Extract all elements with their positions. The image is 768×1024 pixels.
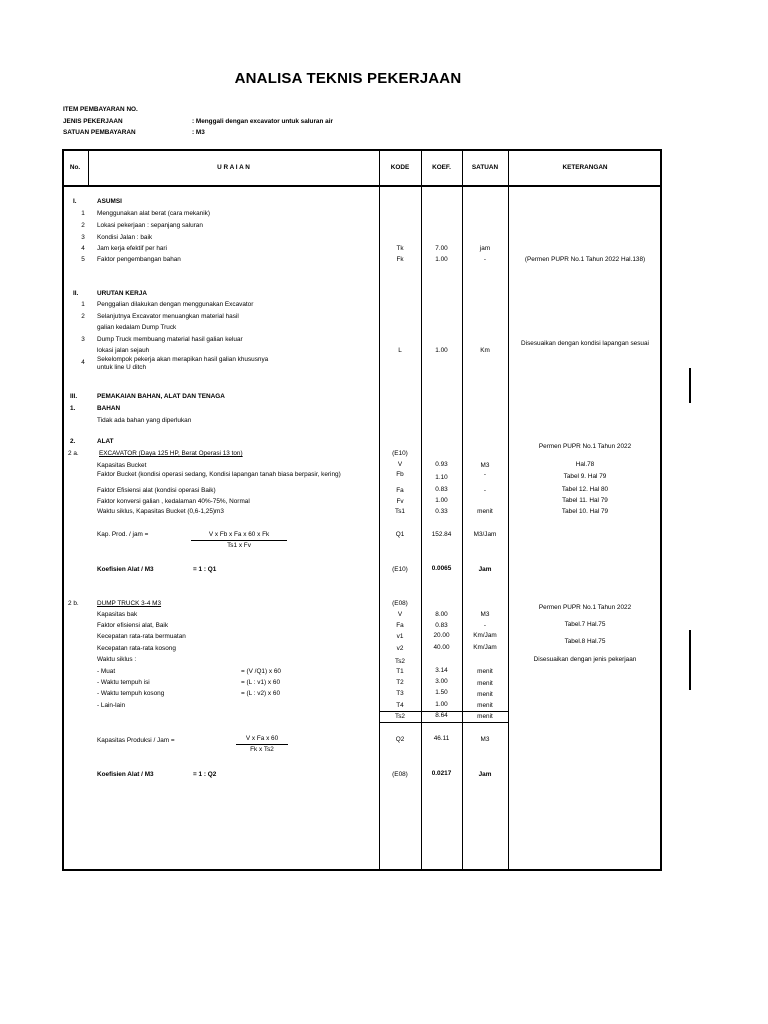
section-number: II. bbox=[73, 290, 79, 297]
production-label: Kapasitas Produksi / Jam = bbox=[97, 737, 175, 744]
satuan-cell: jam bbox=[479, 245, 491, 252]
fraction-bar bbox=[191, 540, 287, 541]
item-text: Faktor konversi galian , kedalaman 40%-75%, Normal bbox=[97, 498, 250, 505]
satuan-cell: Jam bbox=[478, 771, 492, 778]
item-text: lokasi jalan sejauh bbox=[97, 347, 150, 354]
keterangan-cell: Tabel.7 Hal.75 bbox=[564, 621, 606, 628]
item-text: - Muat bbox=[97, 668, 116, 675]
satuan-cell: M3/Jam bbox=[473, 531, 497, 538]
subsection-heading: ALAT bbox=[97, 438, 114, 445]
production-label: Kap. Prod. / jam = bbox=[97, 531, 149, 538]
kode-cell: Fk bbox=[396, 256, 404, 263]
kode-cell: (E10) bbox=[392, 566, 408, 573]
keterangan-cell: Permen PUPR No.1 Tahun 2022 bbox=[538, 604, 632, 611]
kode-cell: Fv bbox=[396, 498, 404, 505]
satuan-cell: menit bbox=[477, 680, 493, 687]
keterangan-cell: Tabel 9. Hal 79 bbox=[563, 473, 607, 480]
koef-cell: 20.00 bbox=[433, 632, 450, 639]
margin-mark bbox=[689, 630, 691, 690]
production-denominator: Fk x Ts2 bbox=[250, 746, 274, 753]
koef-cell: 8.64 bbox=[435, 712, 448, 719]
koef-cell: 1.00 bbox=[435, 347, 448, 354]
satuan-pembayaran-value: : M3 bbox=[192, 129, 205, 136]
koef-cell: 3.14 bbox=[435, 667, 448, 674]
kode-cell: Fa bbox=[396, 487, 404, 494]
koef-cell: 0.83 bbox=[435, 622, 448, 629]
item-text: Selanjutnya Excavator menuangkan material hasil bbox=[97, 313, 239, 320]
satuan-cell: menit bbox=[477, 691, 493, 698]
coefficient-label: Koefisien Alat / M3 bbox=[97, 771, 154, 778]
keterangan-cell: Hal.78 bbox=[575, 461, 595, 468]
subsection-heading: BAHAN bbox=[97, 405, 121, 412]
koef-cell: 152.84 bbox=[431, 531, 452, 538]
satuan-cell: Km/Jam bbox=[473, 644, 497, 651]
satuan-cell: M3 bbox=[480, 462, 490, 469]
dumptruck-heading: DUMP TRUCK 3-4 M3 bbox=[97, 600, 162, 607]
kode-cell: Ts2 bbox=[395, 658, 405, 665]
section-number: I. bbox=[73, 198, 77, 205]
item-number: 4 bbox=[81, 359, 85, 366]
kode-cell: v2 bbox=[396, 645, 404, 652]
subsection-number: 2. bbox=[70, 438, 76, 445]
koef-cell: 1.10 bbox=[435, 474, 448, 481]
section-heading: PEMAKAIAN BAHAN, ALAT DAN TENAGA bbox=[97, 393, 225, 400]
keterangan-cell: Permen PUPR No.1 Tahun 2022 bbox=[538, 443, 632, 450]
item-number: 2 bbox=[81, 313, 85, 320]
item-number: 2 a. bbox=[68, 450, 79, 457]
kode-cell: (E08) bbox=[392, 600, 408, 607]
koef-cell: 1.50 bbox=[435, 689, 448, 696]
item-text: Faktor efisiensi alat, Baik bbox=[97, 622, 169, 629]
item-text: Faktor pengembangan bahan bbox=[97, 256, 181, 263]
kode-cell: V bbox=[397, 461, 403, 468]
koef-cell: 7.00 bbox=[435, 245, 448, 252]
keterangan-cell: Tabel.8 Hal.75 bbox=[564, 638, 606, 645]
item-text: Kecepatan rata-rata kosong bbox=[97, 645, 176, 652]
item-text: - Waktu tempuh isi bbox=[97, 679, 150, 686]
col-header-uraian: U R A I A N bbox=[217, 164, 250, 171]
kode-cell: T3 bbox=[396, 690, 404, 697]
koef-cell: 0.93 bbox=[435, 461, 448, 468]
col-header-no: No. bbox=[69, 164, 81, 171]
koef-cell: 1.00 bbox=[435, 701, 448, 708]
kode-cell: v1 bbox=[396, 633, 404, 640]
production-denominator: Ts1 x Fv bbox=[227, 542, 251, 549]
item-text: - Waktu tempuh kosong bbox=[97, 690, 165, 697]
kode-cell: Ts2 bbox=[395, 713, 405, 720]
item-number: 4 bbox=[81, 245, 85, 252]
kode-cell: Q1 bbox=[395, 531, 405, 538]
item-text: Dump Truck membuang material hasil galian keluar bbox=[97, 336, 243, 343]
sum-line bbox=[380, 722, 508, 723]
section-heading: URUTAN KERJA bbox=[97, 290, 147, 297]
keterangan-cell: Disesuaikan dengan kondisi lapangan sesuai bbox=[521, 340, 649, 347]
koef-cell: 8.00 bbox=[435, 611, 448, 618]
satuan-cell: - bbox=[483, 622, 487, 629]
item-text: Menggunakan alat berat (cara mekanik) bbox=[97, 210, 210, 217]
formula-text: = (V /Q1) x 60 bbox=[241, 668, 281, 675]
kode-cell: T1 bbox=[396, 668, 404, 675]
kode-cell: T2 bbox=[396, 679, 404, 686]
item-number: 1 bbox=[81, 210, 85, 217]
item-number: 2 b. bbox=[68, 600, 79, 607]
section-number: III. bbox=[70, 393, 78, 400]
item-text: Penggalian dilakukan dengan menggunakan Excavator bbox=[97, 301, 254, 308]
item-text: Jam kerja efektif per hari bbox=[97, 245, 167, 252]
satuan-cell: M3 bbox=[480, 611, 490, 618]
item-text: Kondisi Jalan : baik bbox=[97, 234, 153, 241]
satuan-pembayaran-label: SATUAN PEMBAYARAN bbox=[63, 129, 136, 136]
item-pembayaran-label: ITEM PEMBAYARAN NO. bbox=[63, 106, 138, 113]
excavator-heading: EXCAVATOR (Daya 125 HP, Berat Operasi 13 ton) bbox=[99, 450, 243, 457]
satuan-cell: - bbox=[483, 487, 487, 494]
kode-cell: V bbox=[397, 611, 403, 618]
kode-cell: (E10) bbox=[392, 450, 408, 457]
keterangan-cell: Tabel 10. Hal 79 bbox=[561, 508, 609, 515]
item-number: 1 bbox=[81, 301, 85, 308]
satuan-cell: menit bbox=[477, 713, 493, 720]
fraction-bar bbox=[236, 744, 288, 745]
item-text: Faktor Efisiensi alat (kondisi operasi Baik) bbox=[97, 487, 216, 494]
kode-cell: T4 bbox=[396, 702, 404, 709]
coefficient-formula: = 1 : Q1 bbox=[193, 566, 217, 573]
satuan-cell: M3 bbox=[480, 736, 490, 743]
item-text: - Lain-lain bbox=[97, 702, 126, 709]
satuan-cell: - bbox=[483, 471, 487, 478]
item-text: Faktor Bucket (kondisi operasi sedang, Kondisi lapangan tanah biasa berpasir, kering) bbox=[97, 471, 341, 478]
bahan-text: Tidak ada bahan yang diperlukan bbox=[97, 417, 192, 424]
kode-cell: Fa bbox=[396, 622, 404, 629]
kode-cell: Ts1 bbox=[395, 508, 405, 515]
koef-cell: 0.0217 bbox=[431, 770, 452, 777]
production-numerator: V x Fb x Fa x 60 x Fk bbox=[208, 531, 270, 538]
keterangan-cell: Disesuaikan dengan jenis pekerjaan bbox=[533, 656, 637, 663]
satuan-cell: menit bbox=[477, 668, 493, 675]
item-text: Sekelompok pekerja akan merapikan hasil galian khususnya bbox=[97, 356, 269, 363]
formula-text: = (L : v1) x 60 bbox=[241, 679, 281, 686]
page-title: ANALISA TEKNIS PEKERJAAN bbox=[234, 70, 462, 87]
subsection-number: 1. bbox=[70, 405, 76, 412]
koef-cell: 1.00 bbox=[435, 497, 448, 504]
item-text: galian kedalam Dump Truck bbox=[97, 324, 177, 331]
kode-cell: Tk bbox=[396, 245, 404, 252]
header-divider bbox=[62, 185, 662, 187]
satuan-cell: Km/Jam bbox=[473, 632, 497, 639]
kode-cell: Q2 bbox=[395, 736, 405, 743]
item-number: 3 bbox=[81, 336, 85, 343]
item-text: Lokasi pekerjaan : sepanjang saluran bbox=[97, 222, 203, 229]
section-heading: ASUMSI bbox=[97, 198, 122, 205]
col-header-koef: KOEF. bbox=[432, 164, 451, 171]
koef-cell: 3.00 bbox=[435, 678, 448, 685]
item-number: 3 bbox=[81, 234, 85, 241]
item-text: Kapasitas bak bbox=[97, 611, 138, 618]
keterangan-cell: Tabel 12. Hal 80 bbox=[561, 486, 609, 493]
koef-cell: 40.00 bbox=[433, 644, 450, 651]
satuan-cell: Jam bbox=[478, 566, 492, 573]
kode-cell: Fb bbox=[396, 471, 404, 478]
koef-cell: 0.0065 bbox=[431, 565, 452, 572]
satuan-cell: menit bbox=[477, 702, 493, 709]
col-header-kode: KODE bbox=[390, 164, 410, 171]
margin-mark bbox=[689, 368, 691, 403]
item-text: Kapasitas Bucket bbox=[97, 462, 147, 469]
item-text: untuk line U ditch bbox=[97, 364, 147, 371]
koef-cell: 0.83 bbox=[435, 486, 448, 493]
jenis-pekerjaan-value: : Menggali dengan excavator untuk saluran air bbox=[192, 118, 333, 125]
production-numerator: V x Fa x 60 bbox=[245, 735, 279, 742]
satuan-cell: Km bbox=[480, 347, 490, 354]
koef-cell: 0.33 bbox=[435, 508, 448, 515]
coefficient-label: Koefisien Alat / M3 bbox=[97, 566, 154, 573]
satuan-cell: - bbox=[483, 256, 487, 263]
col-header-keterangan: KETERANGAN bbox=[562, 164, 608, 171]
formula-text: = (L : v2) x 60 bbox=[241, 690, 281, 697]
item-number: 5 bbox=[81, 256, 85, 263]
keterangan-cell: Tabel 11. Hal 79 bbox=[562, 497, 608, 504]
jenis-pekerjaan-label: JENIS PEKERJAAN bbox=[63, 118, 123, 125]
satuan-cell: menit bbox=[477, 508, 493, 515]
item-number: 2 bbox=[81, 222, 85, 229]
koef-cell: 46.11 bbox=[433, 735, 450, 742]
koef-cell: 1.00 bbox=[435, 256, 448, 263]
kode-cell: L bbox=[398, 347, 402, 354]
item-text: Waktu siklus : bbox=[97, 656, 137, 663]
col-header-satuan: SATUAN bbox=[471, 164, 499, 171]
kode-cell: (E08) bbox=[392, 771, 408, 778]
coefficient-formula: = 1 : Q2 bbox=[193, 771, 217, 778]
keterangan-cell: (Permen PUPR No.1 Tahun 2022 Hal.138) bbox=[524, 256, 646, 263]
item-text: Kecepatan rata-rata bermuatan bbox=[97, 633, 186, 640]
item-text: Waktu siklus, Kapasitas Bucket (0,6-1,25)m3 bbox=[97, 508, 224, 515]
